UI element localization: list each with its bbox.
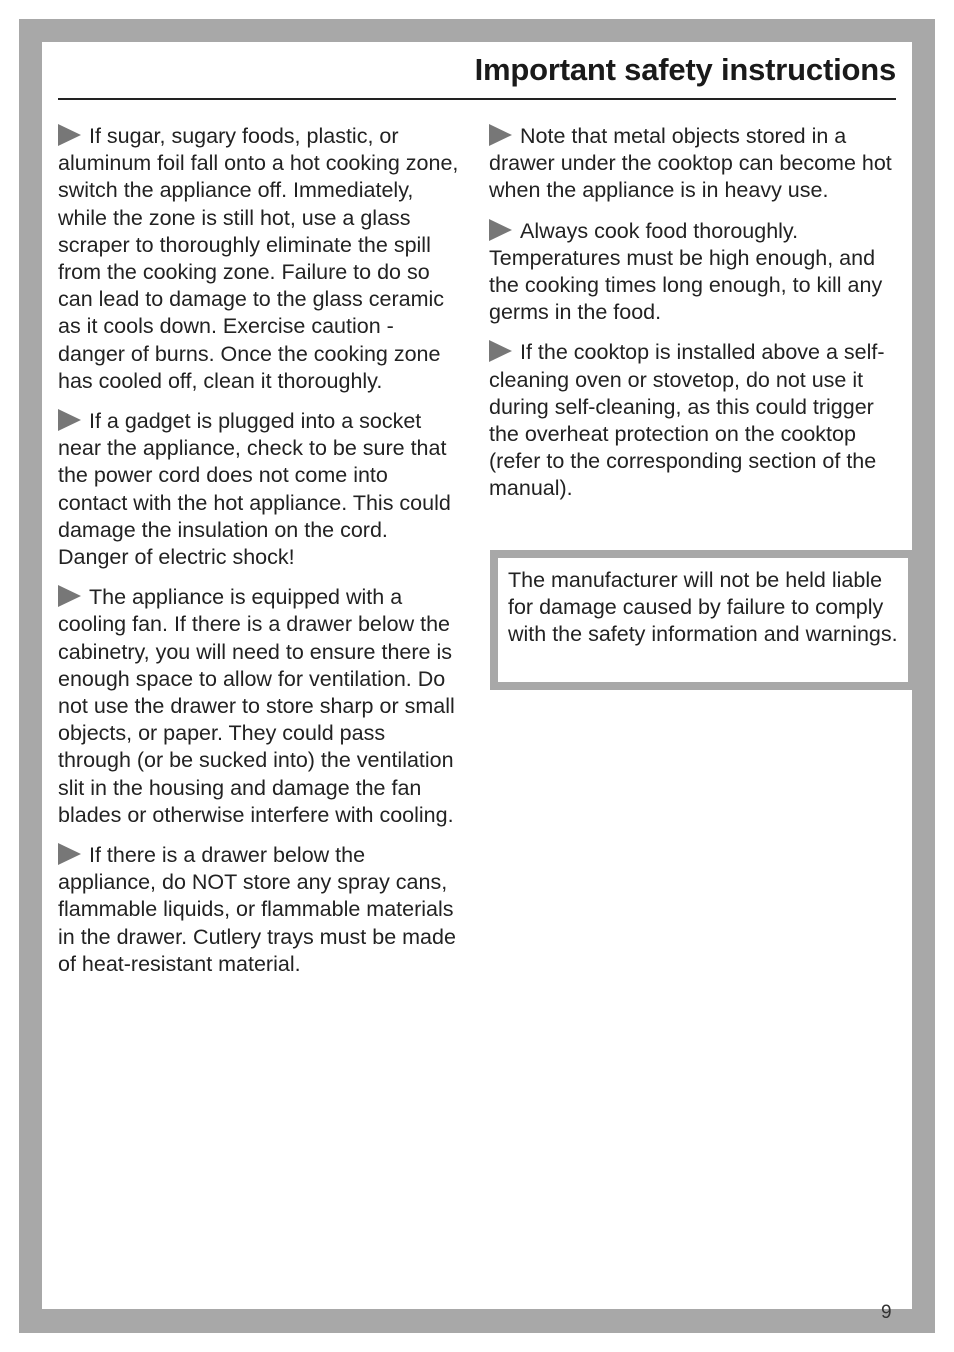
triangle-right-icon: [58, 124, 81, 146]
instruction-text: If there is a drawer below the appliance, do NOT store any spray cans, flammable liquids, or flammable materials in the drawer. Cutlery trays must be made of heat-resistant material.: [58, 843, 456, 976]
left-column: [58, 123, 462, 991]
document-page: [42, 42, 912, 1309]
title-divider: [58, 98, 896, 100]
instruction-text: The appliance is equipped with a cooling fan. If there is a drawer below the cabinetry, you will need to ensure there is enough space to allow for ventilation. Do not use the drawer to store sharp or small objects, or paper. They could pass through (or be sucked into) the ventilation slit in the housing and damage the fan blades or otherwise interfere with cooling.: [58, 585, 455, 827]
page-number: 9: [881, 1302, 892, 1323]
instruction-text: Always cook food thoroughly. Temperatures must be high enough, and the cooking times long enough, to kill any germs in the food.: [489, 218, 883, 325]
instruction-item: [58, 408, 462, 571]
instruction-item: [489, 218, 901, 327]
instruction-text: Note that metal objects stored in a drawer under the cooktop can become hot when the appliance is in heavy use.: [489, 124, 892, 203]
instruction-item: [58, 842, 462, 978]
instruction-text: If a gadget is plugged into a socket near the appliance, check to be sure that the power cord does not come into contact with the hot appliance. This could damage the insulation on the cord. Danger of electric shock!: [58, 409, 451, 570]
triangle-right-icon: [489, 219, 512, 241]
liability-notice-box: [490, 550, 916, 690]
instruction-item: [58, 123, 462, 395]
instruction-item: [58, 584, 462, 829]
right-column: [489, 123, 901, 516]
liability-notice-text: The manufacturer will not be held liable for damage caused by failure to comply with the safety information and warnings.: [508, 568, 898, 647]
triangle-right-icon: [58, 409, 81, 431]
instruction-item: [489, 123, 901, 205]
page-title: Important safety instructions: [474, 52, 896, 87]
instruction-item: [489, 339, 901, 502]
instruction-text: If sugar, sugary foods, plastic, or aluminum foil fall onto a hot cooking zone, switch the appliance off. Immediately, while the zone is still hot, use a glass scraper to thoroughly eliminate the spill from the cooking zone. Failure to do so can lead to damage to the glass ceramic as it cools down. Exercise caution - danger of burns. Once the cooking zone has cooled off, clean it thoroughly.: [58, 124, 459, 393]
triangle-right-icon: [58, 843, 81, 865]
triangle-right-icon: [58, 585, 81, 607]
triangle-right-icon: [489, 340, 512, 362]
instruction-text: If the cooktop is installed above a self-cleaning oven or stovetop, do not use it during self-cleaning, as this could trigger the overheat protection on the cooktop (refer to the corresponding section of the manual).: [489, 340, 885, 501]
triangle-right-icon: [489, 124, 512, 146]
